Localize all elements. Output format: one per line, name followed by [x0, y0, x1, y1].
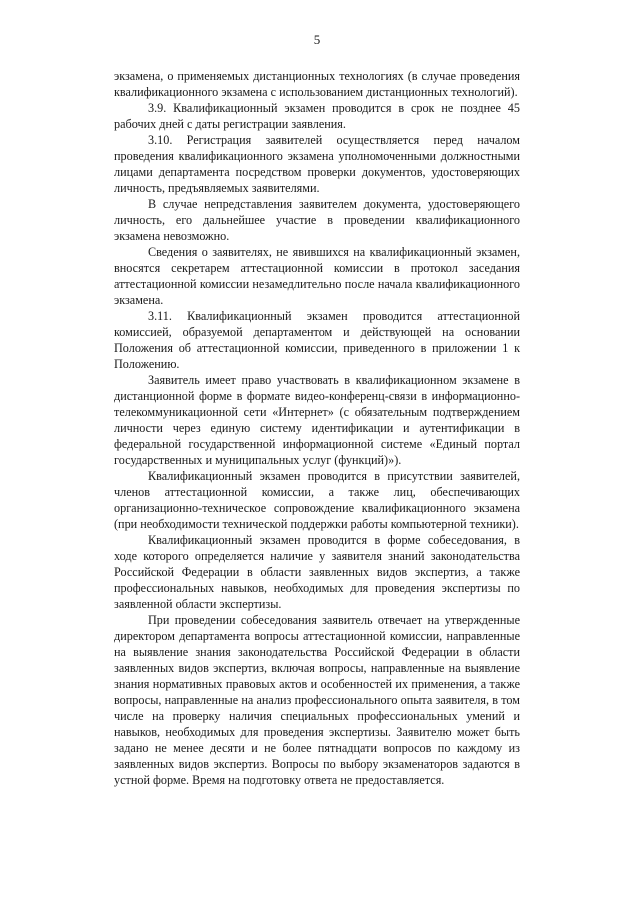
paragraph-3-9: 3.9. Квалификационный экзамен проводится в срок не позднее 45 рабочих дней с даты регистрации заявления.	[114, 101, 520, 131]
paragraph-continuation: экзамена, о применяемых дистанционных технологиях (в случае проведения квалификационного экзамена с использованием дистанционных технологий).	[114, 69, 520, 99]
paragraph-interview-form: Квалификационный экзамен проводится в форме собеседования, в ходе которого определяется наличие у заявителя знаний законодательства Российской Федерации в области заявленных видов экспертиз, а также профессиональных навыков, необходимых для проведения экспертизы по заявленной области экспертизы.	[114, 533, 520, 611]
paragraph-remote-participation: Заявитель имеет право участвовать в квалификационном экзамене в дистанционной форме в формате видео-конференц-связи в информационно-телекоммуникационной сети «Интернет» (с обязательным подтверждением личности через единую систему идентификации и аутентификации в федеральной государственной информационной системе «Единый портал государственных и муниципальных услуг (функций)»).	[114, 373, 520, 467]
paragraph-3-11: 3.11. Квалификационный экзамен проводится аттестационной комиссией, образуемой департаментом и действующей на основании Положения об аттестационной комиссии, приведенного в приложении 1 к Положению.	[114, 309, 520, 371]
paragraph-absent-applicants: Сведения о заявителях, не явившихся на квалификационный экзамен, вносятся секретарем аттестационной комиссии в протокол заседания аттестационной комиссии незамедлительно после начала квалификационного экзамена.	[114, 245, 520, 307]
paragraph-interview-questions: При проведении собеседования заявитель отвечает на утвержденные директором департамента вопросы аттестационной комиссии, направленные на выявление знания законодательства Российской Федерации в области заявленных видов экспертиз, включая вопросы, направленные на выявление знания нормативных правовых актов и особенностей их применения, а также вопросы, направленные на анализ профессионального опыта заявителя, в том числе на проверку наличия специальных профессиональных умений и навыков, необходимых для проведения экспертизы. Заявителю может быть задано не менее десяти и не более пятнадцати вопросов по каждому из заявленных видов экспертиз. Вопросы по выбору экзаменаторов задаются в устной форме. Время на подготовку ответа не предоставляется.	[114, 613, 520, 787]
paragraph-exam-attendance: Квалификационный экзамен проводится в присутствии заявителей, членов аттестационной комиссии, а также лиц, обеспечивающих организационно-техническое сопровождение квалификационного экзамена (при необходимости технической поддержки работы компьютерной техники).	[114, 469, 520, 531]
paragraph-missing-document: В случае непредставления заявителем документа, удостоверяющего личность, его дальнейшее участие в проведении квалификационного экзамена невозможно.	[114, 197, 520, 243]
paragraph-3-10: 3.10. Регистрация заявителей осуществляется перед началом проведения квалификационного экзамена уполномоченными должностными лицами департамента посредством проверки документов, удостоверяющих личность, предъявляемых заявителями.	[114, 133, 520, 195]
document-page	[114, 32, 520, 788]
page-number: 5	[313, 32, 321, 47]
